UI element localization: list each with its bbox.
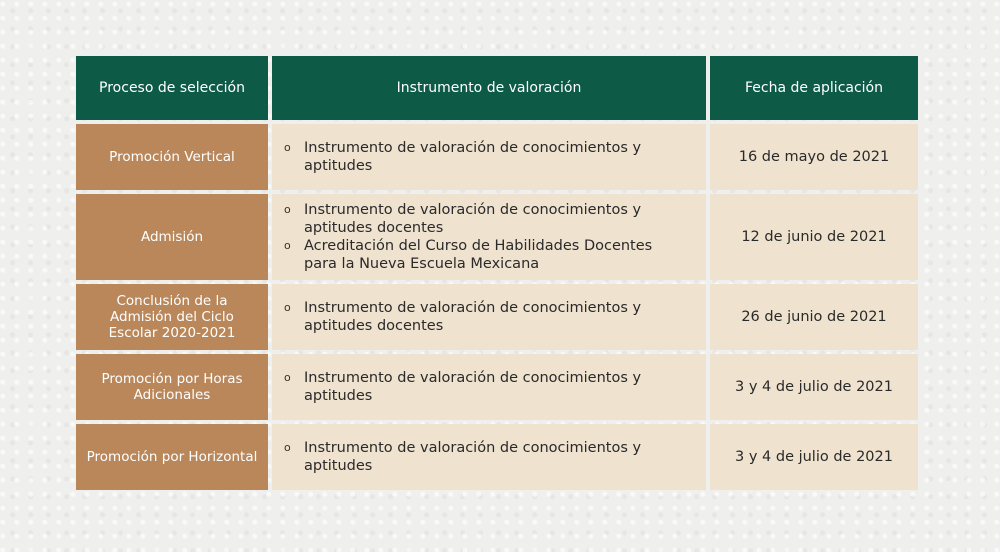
bullet-icon: o — [284, 239, 291, 252]
instrument-text: Instrumento de valoración de conocimientos y aptitudes — [304, 440, 642, 474]
row-instrumentos — [272, 194, 706, 280]
instrument-text: Instrumento de valoración de conocimientos y aptitudes — [304, 370, 642, 404]
instrument-text: Acreditación del Curso de Habilidades Docentes para la Nueva Escuela Mexicana — [304, 238, 653, 272]
list-item — [284, 201, 688, 237]
list-item — [284, 299, 688, 335]
row-proceso: Promoción Vertical — [76, 124, 268, 190]
bullet-icon: o — [284, 371, 291, 384]
row-fecha: 12 de junio de 2021 — [710, 194, 918, 280]
bullet-icon: o — [284, 301, 291, 314]
row-proceso: Conclusión de la Admisión del Ciclo Escolar 2020-2021 — [76, 284, 268, 350]
bullet-icon: o — [284, 441, 291, 454]
row-instrumentos — [272, 124, 706, 190]
row-fecha: 3 y 4 de julio de 2021 — [710, 354, 918, 420]
bullet-icon: o — [284, 203, 291, 216]
header-instrumento: Instrumento de valoración — [272, 56, 706, 120]
row-instrumentos — [272, 424, 706, 490]
row-proceso: Promoción por Horizontal — [76, 424, 268, 490]
row-fecha: 26 de junio de 2021 — [710, 284, 918, 350]
instrument-text: Instrumento de valoración de conocimientos y aptitudes — [304, 140, 642, 174]
list-item — [284, 439, 688, 475]
row-instrumentos — [272, 284, 706, 350]
schedule-table — [76, 56, 918, 490]
row-proceso: Promoción por Horas Adicionales — [76, 354, 268, 420]
row-fecha: 3 y 4 de julio de 2021 — [710, 424, 918, 490]
bullet-icon: o — [284, 141, 291, 154]
instrument-text: Instrumento de valoración de conocimientos y aptitudes docentes — [304, 202, 642, 236]
row-instrumentos — [272, 354, 706, 420]
header-fecha: Fecha de aplicación — [710, 56, 918, 120]
list-item — [284, 237, 688, 273]
list-item — [284, 139, 688, 175]
header-proceso: Proceso de selección — [76, 56, 268, 120]
instrument-text: Instrumento de valoración de conocimientos y aptitudes docentes — [304, 300, 642, 334]
row-fecha: 16 de mayo de 2021 — [710, 124, 918, 190]
row-proceso: Admisión — [76, 194, 268, 280]
list-item — [284, 369, 688, 405]
